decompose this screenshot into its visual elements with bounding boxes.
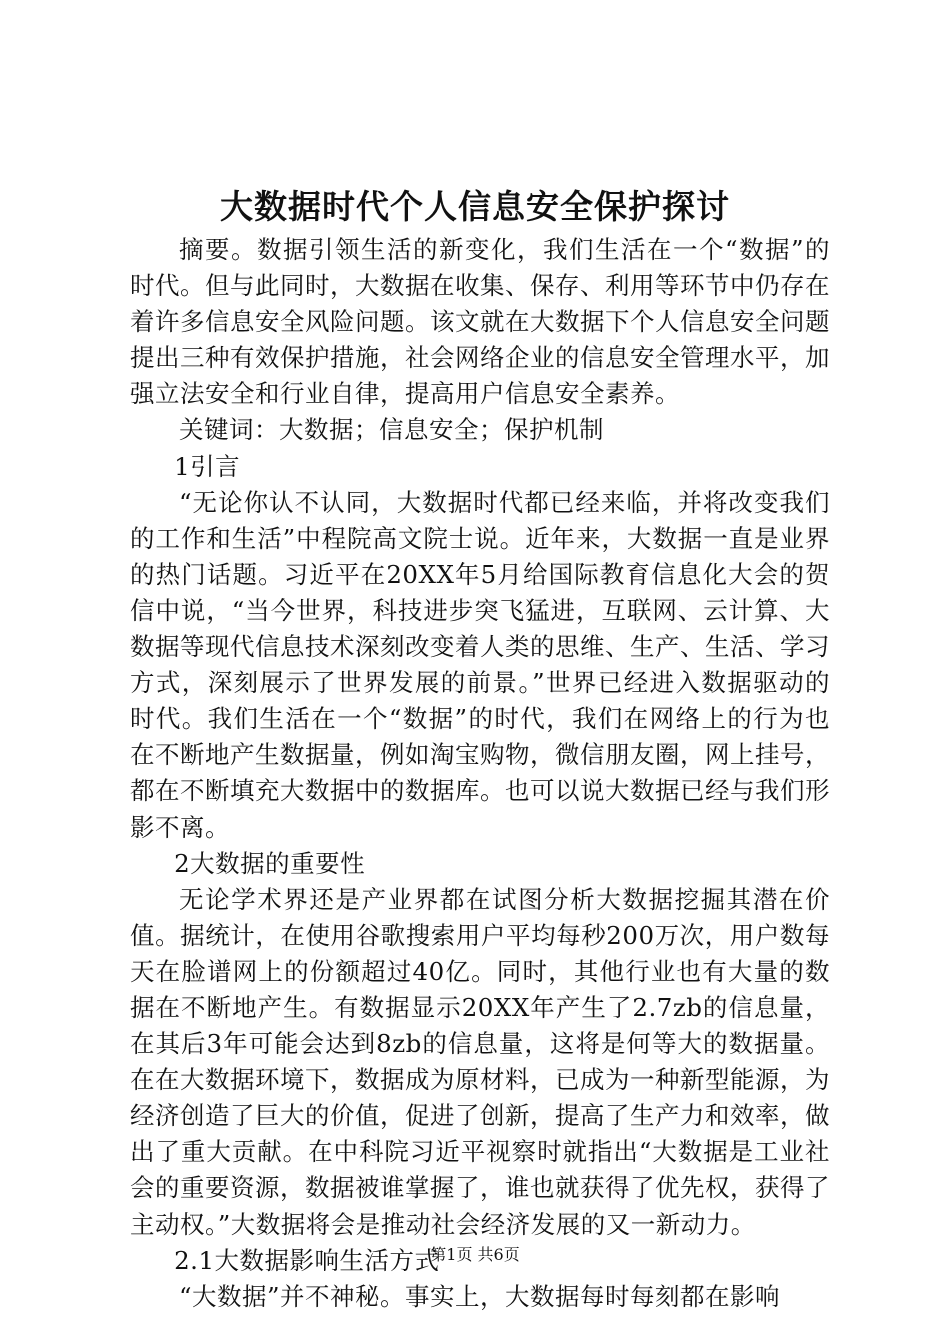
keywords-paragraph: 关键词：大数据；信息安全；保护机制: [179, 415, 604, 445]
section-heading-importance: 2大数据的重要性: [174, 848, 366, 878]
section-heading-introduction: 1引言: [174, 451, 241, 481]
document-title: 大数据时代个人信息安全保护探讨: [220, 187, 730, 226]
document-body: [130, 232, 830, 1315]
subsection-heading-lifestyle: 2.1大数据影响生活方式: [174, 1245, 440, 1275]
page-number-footer: 第1页 共6页: [430, 1245, 520, 1264]
introduction-paragraph: “无论你认不认同，大数据时代都已经来临，并将改变我们的工作和生活”中程院高文院士说。近年来，大数据一直是业界的热门话题。习近平在20XX年5月给国际教育信息化大会的贺信中说，“当今世界，科技进步突飞猛进，互联网、云计算、大数据等现代信息技术深刻改变着人类的思维、生产、生活、学习方式，深刻展示了世界发展的前景。”世界已经进入数据驱动的时代。我们生活在一个“数据”的时代，我们在网络上的行为也在不断地产生数据量，例如淘宝购物，微信朋友圈，网上挂号，都在不断填充大数据中的数据库。也可以说大数据已经与我们形影不离。: [130, 487, 830, 842]
importance-paragraph: 无论学术界还是产业界都在试图分析大数据挖掘其潜在价值。据统计，在使用谷歌搜索用户平均每秒200万次，用户数每天在脸谱网上的份额超过40亿。同时，其他行业也有大量的数据在不断地产生。有数据显示20XX年产生了2.7zb的信息量，在其后3年可能会达到8zb的信息量，这将是何等大的数据量。在在大数据环境下，数据成为原材料，已成为一种新型能源，为经济创造了巨大的价值，促进了创新，提高了生产力和效率，做出了重大贡献。在中科院习近平视察时就指出“大数据是工业社会的重要资源，数据被谁掌握了，谁也就获得了优先权，获得了主动权。”大数据将会是推动社会经济发展的又一新动力。: [130, 884, 830, 1239]
abstract-paragraph: 摘要。数据引领生活的新变化，我们生活在一个“数据”的时代。但与此同时，大数据在收集、保存、利用等环节中仍存在着许多信息安全风险问题。该文就在大数据下个人信息安全问题提出三种有效保护措施，社会网络企业的信息安全管理水平，加强立法安全和行业自律，提高用户信息安全素养。: [130, 235, 830, 409]
lifestyle-paragraph: “大数据”并不神秘。事实上，大数据每时每刻都在影响: [179, 1281, 781, 1311]
